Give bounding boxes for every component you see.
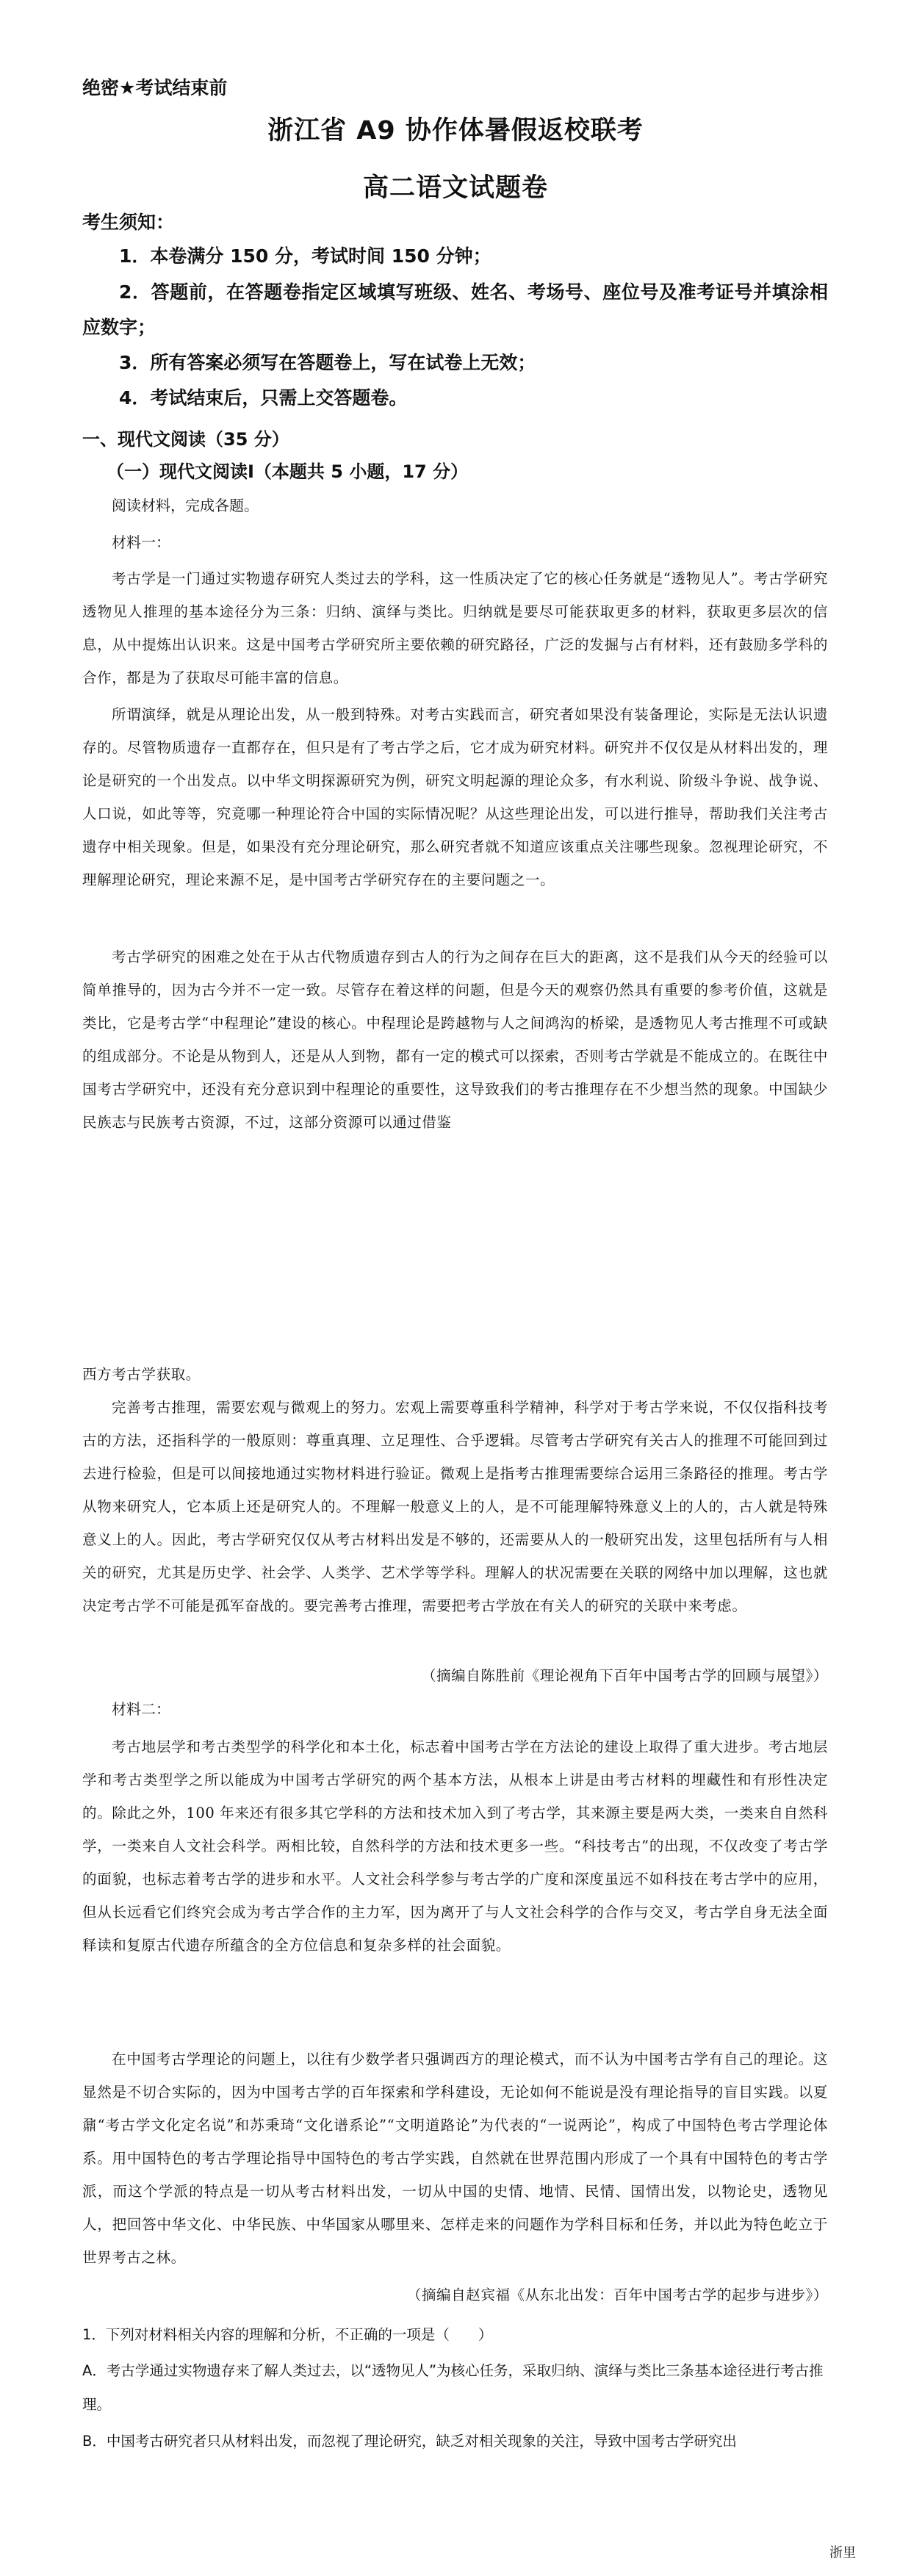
material-one-source: （摘编自陈胜前《理论视角下百年中国考古学的回顾与展望》） — [421, 1667, 828, 1684]
exam-title: 浙江省 A9 协作体暑假返校联考 — [267, 116, 644, 145]
material-one-paragraph-continued: 西方考古学获取。 — [82, 1366, 201, 1383]
material-one-paragraph: 考古学研究的困难之处在于从古代物质遗存到古人的行为之间存在巨大的距离，这不是我们从今天的经验可以简单推导的，因为古今并不一定一致。尽管存在着这样的问题，但是今天的观察仍然具有重要的参考价值，这就是类比，它是考古学“中程理论”建设的核心。中程理论是跨越物与人之间鸿沟的桥梁，是透物见人考古推理不可或缺的组成部分。不论是从物到人，还是从人到物，都有一定的模式可以探索，否则考古学就是不能成立的。在既往中国考古学研究中，还没有充分意识到中程理论的重要性，这导致我们的考古推理存在不少想当然的现象。中国缺少民族志与民族考古资源，不过，这部分资源可以通过借鉴 — [82, 949, 828, 1131]
exam-subtitle: 高二语文试题卷 — [362, 173, 548, 203]
material-one-paragraph: 完善考古推理，需要宏观与微观上的努力。宏观上需要尊重科学精神，科学对于考古学来说，不仅仅指科技考古的方法，还指科学的一般原则：尊重真理、立足理性、合乎逻辑。尽管考古学研究有关古人的推理不可能回到过去进行检验，但是可以间接地通过实物材料进行验证。微观上是指考古推理需要综合运用三条路径的推理。考古学从物来研究人，它本质上还是研究人的。不理解一般意义上的人，是不可能理解特殊意义上的人的，古人就是特殊意义上的人。因此，考古学研究仅仅从考古材料出发是不够的，还需要从人的一般研究出发，这里包括所有与人相关的研究，尤其是历史学、社会学、人类学、艺术学等学科。理解人的状况需要在关联的网络中加以理解，这也就决定考古学不可能是孤军奋战的。要完善考古推理，需要把考古学放在有关人的研究的关联中来考虑。 — [82, 1399, 828, 1614]
section-heading: 一、现代文阅读（35 分） — [82, 429, 289, 450]
notice-item: 3．所有答案必须写在答题卷上，写在试卷上无效； — [119, 352, 536, 373]
page-footer: 浙里 — [829, 2545, 856, 2561]
question-stem: 1．下列对材料相关内容的理解和分析，不正确的一项是（ ） — [82, 2326, 493, 2343]
notice-heading: 考生须知： — [82, 212, 175, 233]
reading-instruction: 阅读材料，完成各题。 — [112, 497, 259, 514]
material-two-source: （摘编自赵宾福《从东北出发：百年中国考古学的起步与进步》） — [406, 2287, 828, 2303]
notice-item: 2．答题前，在答题卷指定区域填写班级、姓名、考场号、座位号及准考证号并填涂相应数字； — [82, 281, 828, 338]
confidential-label: 绝密★考试结束前 — [82, 77, 228, 98]
material-two-paragraph: 在中国考古学理论的问题上，以往有少数学者只强调西方的理论模式，而不认为中国考古学有自己的理论。这显然是不切合实际的，因为中国考古学的百年探索和学科建设，无论如何不能说是没有理论指导的盲目实践。以夏鼐“考古学文化定名说”和苏秉琦“文化谱系论”“文明道路论”为代表的“一说两论”，构成了中国特色考古学理论体系。用中国特色的考古学理论指导中国特色的考古学实践，自然就在世界范围内形成了一个具有中国特色的考古学派，而这个学派的特点是一切从考古材料出发，一切从中国的史情、地情、民情、国情出发，以物论史，透物见人，把回答中华文化、中华民族、中华国家从哪里来、怎样走来的问题作为学科目标和任务，并以此为特色屹立于世界考古之林。 — [82, 2051, 828, 2266]
subsection-heading: （一）现代文阅读Ⅰ（本题共 5 小题，17 分） — [107, 461, 469, 482]
question-option-a: A．考古学通过实物遗存来了解人类过去，以“透物见人”为核心任务，采取归纳、演绎与类比三条基本途径进行考古推理。 — [82, 2362, 824, 2413]
material-two-label: 材料二： — [112, 1700, 170, 1718]
material-one-label: 材料一： — [112, 533, 170, 551]
material-two-paragraph: 考古地层学和考古类型学的科学化和本土化，标志着中国考古学在方法论的建设上取得了重大进步。考古地层学和考古类型学之所以能成为中国考古学研究的两个基本方法，从根本上讲是由考古材料的埋藏性和有形性决定的。除此之外，100 年来还有很多其它学科的方法和技术加入到了考古学，其来源主要是两大类，一类来自自然科学，一类来自人文社会科学。两相比较，自然科学的方法和技术更多一些。“科技考古”的出现，不仅改变了考古学的面貌，也标志着考古学的进步和水平。人文社会科学参与考古学的广度和深度虽远不如科技在考古学中的应用，但从长远看它们终究会成为考古学合作的主力军，因为离开了与人文社会科学的合作与交叉，考古学自身无法全面释读和复原古代遗存所蕴含的全方位信息和复杂多样的社会面貌。 — [82, 1738, 828, 1954]
material-one-paragraph: 所谓演绎，就是从理论出发，从一般到特殊。对考古实践而言，研究者如果没有装备理论，实际是无法认识遗存的。尽管物质遗存一直都存在，但只是有了考古学之后，它才成为研究材料。研究并不仅仅是从材料出发的，理论是研究的一个出发点。以中华文明探源研究为例，研究文明起源的理论众多，有水利说、阶级斗争说、战争说、人口说，如此等等，究竟哪一种理论符合中国的实际情况呢？从这些理论出发，可以进行推导，帮助我们关注考古遗存中相关现象。但是，如果没有充分理论研究，那么研究者就不知道应该重点关注哪些现象。忽视理论研究，不理解理论研究，理论来源不足，是中国考古学研究存在的主要问题之一。 — [82, 706, 828, 888]
notice-item: 1．本卷满分 150 分，考试时间 150 分钟； — [119, 245, 491, 267]
material-one-paragraph: 考古学是一门通过实物遗存研究人类过去的学科，这一性质决定了它的核心任务就是“透物见人”。考古学研究透物见人推理的基本途径分为三条：归纳、演绎与类比。归纳就是要尽可能获取更多的材料，获取更多层次的信息，从中提炼出认识来。这是中国考古学研究所主要依赖的研究路径，广泛的发掘与占有材料，还有鼓励多学科的合作，都是为了获取尽可能丰富的信息。 — [82, 570, 828, 686]
notice-item: 4．考试结束后，只需上交答题卷。 — [119, 387, 408, 409]
question-option-b: B．中国考古研究者只从材料出发，而忽视了理论研究，缺乏对相关现象的关注，导致中国考古学研究出 — [82, 2433, 737, 2450]
